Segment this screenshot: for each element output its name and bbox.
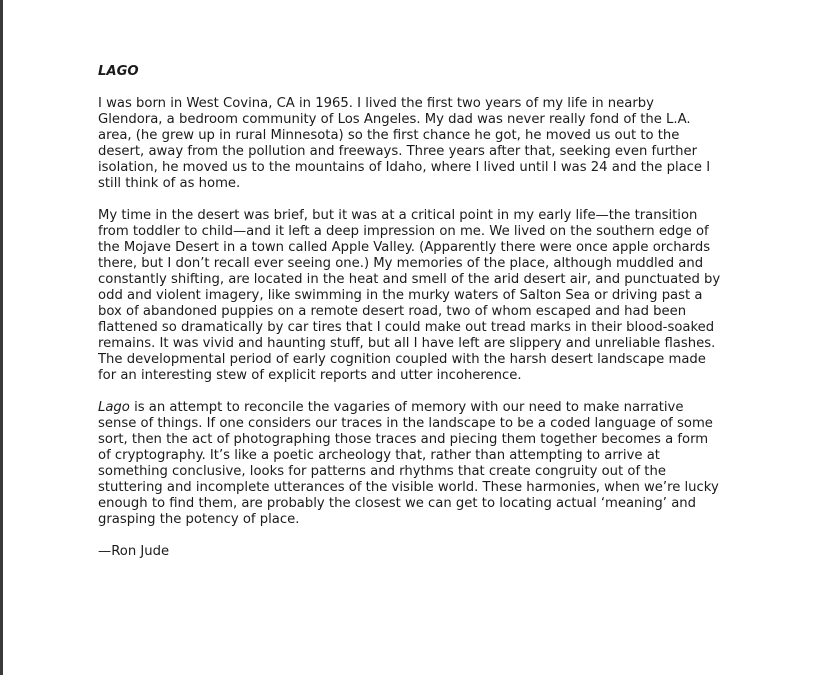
document-title: LAGO <box>98 64 139 79</box>
text-line: sense of things. If one considers our traces in the landscape to be a coded language of some <box>98 416 713 431</box>
text-line: of cryptography. It’s like a poetic archeology that, rather than attempting to arrive at <box>98 448 660 463</box>
text-line: remains. It was vivid and haunting stuff, but all I have left are slippery and unreliable flashes. <box>98 336 716 351</box>
text-line: odd and violent imagery, like swimming in the murky waters of Salton Sea or driving past a <box>98 288 703 303</box>
text-line: sort, then the act of photographing those traces and piecing them together becomes a form <box>98 432 709 447</box>
text-line: Glendora, a bedroom community of Los Angeles. My dad was never really fond of the L.A. <box>98 112 691 127</box>
text-segment: is an attempt to reconcile the vagaries of memory with our need to make narrative <box>129 400 684 415</box>
text-line: there, but I don’t recall ever seeing one.) My memories of the place, although muddled and <box>98 256 704 271</box>
text-line: The developmental period of early cognition coupled with the harsh desert landscape made <box>98 352 706 367</box>
text-line: box of abandoned puppies on a remote desert road, two of whom escaped and had been <box>98 304 687 319</box>
text-line: for an interesting stew of explicit reports and utter incoherence. <box>98 368 522 383</box>
text-line: I was born in West Covina, CA in 1965. I lived the first two years of my life in nearby <box>98 96 654 111</box>
text-line: still think of as home. <box>98 176 241 191</box>
paragraph-3 <box>98 400 728 528</box>
text-line <box>98 400 728 416</box>
text-line: My time in the desert was brief, but it was at a critical point in my early life—the transition <box>98 208 698 223</box>
text-line: isolation, he moved us to the mountains of Idaho, where I lived until I was 24 and the place I <box>98 160 711 175</box>
paragraph-1 <box>98 96 728 192</box>
text-line: flattened so dramatically by car tires that I could make out tread marks in their blood-soaked <box>98 320 715 335</box>
text-line: from toddler to child—and it left a deep impression on me. We lived on the southern edge of <box>98 224 709 239</box>
text-line: enough to find them, are probably the closest we can get to locating actual ‘meaning’ and <box>98 496 697 511</box>
text-line: area, (he grew up in rural Minnesota) so the first chance he got, he moved us out to the <box>98 128 680 143</box>
text-line: something conclusive, looks for patterns and rhythms that create congruity out of the <box>98 464 666 479</box>
text-line: desert, away from the pollution and freeways. Three years after that, seeking even further <box>98 144 697 159</box>
text-line: the Mojave Desert in a town called Apple Valley. (Apparently there were once apple orchards <box>98 240 711 255</box>
document-page <box>98 64 728 560</box>
text-line: constantly shifting, are located in the heat and smell of the arid desert air, and punctuated by <box>98 272 721 287</box>
emphasized-title: Lago <box>98 400 130 415</box>
text-line: grasping the potency of place. <box>98 512 300 527</box>
text-line: stuttering and incomplete utterances of the visible world. These harmonies, when we’re lucky <box>98 480 719 495</box>
paragraph-2 <box>98 208 728 384</box>
signature: —Ron Jude <box>98 544 170 559</box>
